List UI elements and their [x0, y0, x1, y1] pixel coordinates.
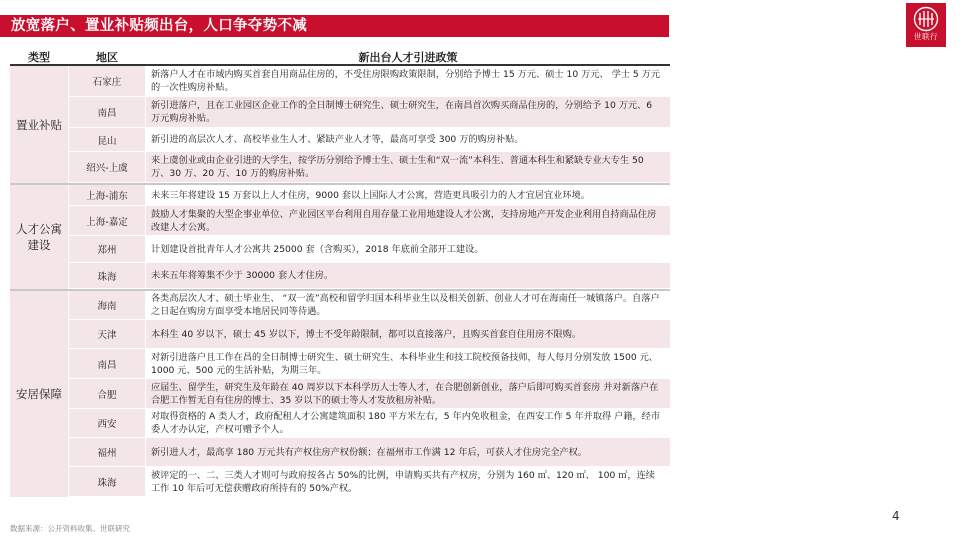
region-cell: 南昌: [68, 349, 146, 378]
policy-cell: 新引进人才，最高享 180 万元共有产权住房产权份额；在福州市工作满 12 年后，可获人才住房完全产权。: [146, 438, 670, 466]
table-row: [68, 409, 670, 438]
table-row: [68, 152, 670, 183]
header-region: 地区: [96, 51, 118, 64]
region-cell: 郑州: [68, 236, 146, 262]
policy-cell: 新落户人才在市域内购买首套自用商品住房的，不受住房限购政策限制，分别给予博士 15 万元、硕士 10 万元、 学士 5 万元的一次性购房补贴。: [146, 66, 670, 96]
group-talent-apartment: [10, 185, 670, 289]
policy-cell: 应届生、留学生，研究生及年龄在 40 周岁以下本科学历人士等人才，在合肥创新创业，落户后即可购买首套房 并对新落户在合肥工作暂无自有住房的博士、35 岁以下的硕士等人才发放租房补贴。: [146, 379, 670, 408]
policy-cell: 对取得资格的 A 类人才，政府配租人才公寓建筑面积 180 平方米左右，5 年内免收租金，在西安工作 5 年并取得 户籍，经市委人才办认定，产权可赠予个人。: [146, 409, 670, 437]
table-row: [68, 236, 670, 263]
policy-cell: 未来三年将建设 15 万套以上人才住房，9000 套以上国际人才公寓，营造更具吸引力的人才宜居宜业环境。: [146, 185, 670, 205]
table-row: [68, 128, 670, 152]
policy-cell: 鼓励人才集聚的大型企事业单位、产业园区平台利用自用存量工业用地建设人才公寓，支持房地产开发企业利用自持商品住房改建人才公寓。: [146, 206, 670, 235]
table-row: [68, 263, 670, 289]
region-cell: 珠海: [68, 263, 146, 288]
header-policy: 新出台人才引进政策: [358, 51, 458, 64]
policy-cell: 计划建设首批青年人才公寓共 25000 套（含购买），2018 年底前全部开工建设。: [146, 236, 670, 262]
policy-cell: 来上虞创业或由企业引进的大学生，按学历分别给予博士生、硕士生和“双一流”本科生、普通本科生和紧缺专业大专生 50 万、30 万、20 万、10 万的购房补贴。: [146, 152, 670, 182]
company-logo: [906, 3, 946, 47]
table-row: [68, 320, 670, 349]
table-row: [68, 349, 670, 379]
group-type-label: 置业补贴: [10, 66, 68, 183]
policy-cell: 新引进的高层次人才、高校毕业生人才、紧缺产业人才等，最高可享受 300 万的购房补贴。: [146, 128, 670, 151]
policy-cell: 对新引进落户且工作在昌的全日制博士研究生、硕士研究生、本科毕业生和技工院校预备技师，每人每月分别发放 1500 元、1000 元、500 元的生活补贴，为期三年。: [146, 349, 670, 378]
policy-cell: 被评定的一、二、三类人才则可与政府按各占 50%的比例，申请购买共有产权房，分别为 160 ㎡、120 ㎡、 100 ㎡，连续工作 10 年后可无偿获赠政府所持有的 50%产权。: [146, 467, 670, 496]
region-cell: 绍兴-上虞: [68, 152, 146, 182]
region-cell: 福州: [68, 438, 146, 466]
region-cell: 西安: [68, 409, 146, 437]
shilian-logo-icon: [913, 6, 939, 32]
policy-cell: 本科生 40 岁以下，硕士 45 岁以下，博士不受年龄限制，都可以直接落户，且购买首套自住用房不限购。: [146, 320, 670, 348]
policy-cell: 未来五年将筹集不少于 30000 套人才住房。: [146, 263, 670, 288]
table-row: [68, 467, 670, 497]
table-header: [10, 50, 670, 66]
policy-cell: 新引进落户，且在工业园区企业工作的全日制博士研究生、硕士研究生，在南昌首次购买商品住房的，分别给予 10 万元、6 万元购房补贴。: [146, 97, 670, 127]
page-title: 放宽落户、置业补贴频出台，人口争夺势不减: [0, 15, 669, 37]
region-cell: 上海-浦东: [68, 185, 146, 205]
group-housing-security: [10, 291, 670, 497]
group-type-label: 安居保障: [10, 291, 68, 497]
table-row: [68, 185, 670, 206]
table-row: [68, 291, 670, 320]
region-cell: 合肥: [68, 379, 146, 408]
policy-table: [10, 50, 670, 497]
page-number: 4: [892, 509, 900, 523]
region-cell: 昆山: [68, 128, 146, 151]
data-source-note: 数据来源：公开资料收集、世联研究: [10, 524, 130, 533]
header-type: 类型: [28, 51, 50, 64]
table-row: [68, 379, 670, 409]
logo-text: 世联行: [914, 32, 938, 41]
region-cell: 海南: [68, 291, 146, 319]
table-row: [68, 206, 670, 236]
region-cell: 石家庄: [68, 66, 146, 96]
policy-cell: 各类高层次人才、硕士毕业生、 “双一流”高校和留学归国本科毕业生以及相关创新、创业人才可在海南任一城镇落户。自落户之日起在购房方面享受本地居民同等待遇。: [146, 291, 670, 319]
table-row: [68, 66, 670, 97]
region-cell: 上海-嘉定: [68, 206, 146, 235]
table-row: [68, 97, 670, 128]
group-type-label: 人才公寓建设: [10, 185, 68, 289]
region-cell: 珠海: [68, 467, 146, 496]
table-row: [68, 438, 670, 467]
region-cell: 南昌: [68, 97, 146, 127]
group-housing-subsidy: [10, 66, 670, 183]
region-cell: 天津: [68, 320, 146, 348]
